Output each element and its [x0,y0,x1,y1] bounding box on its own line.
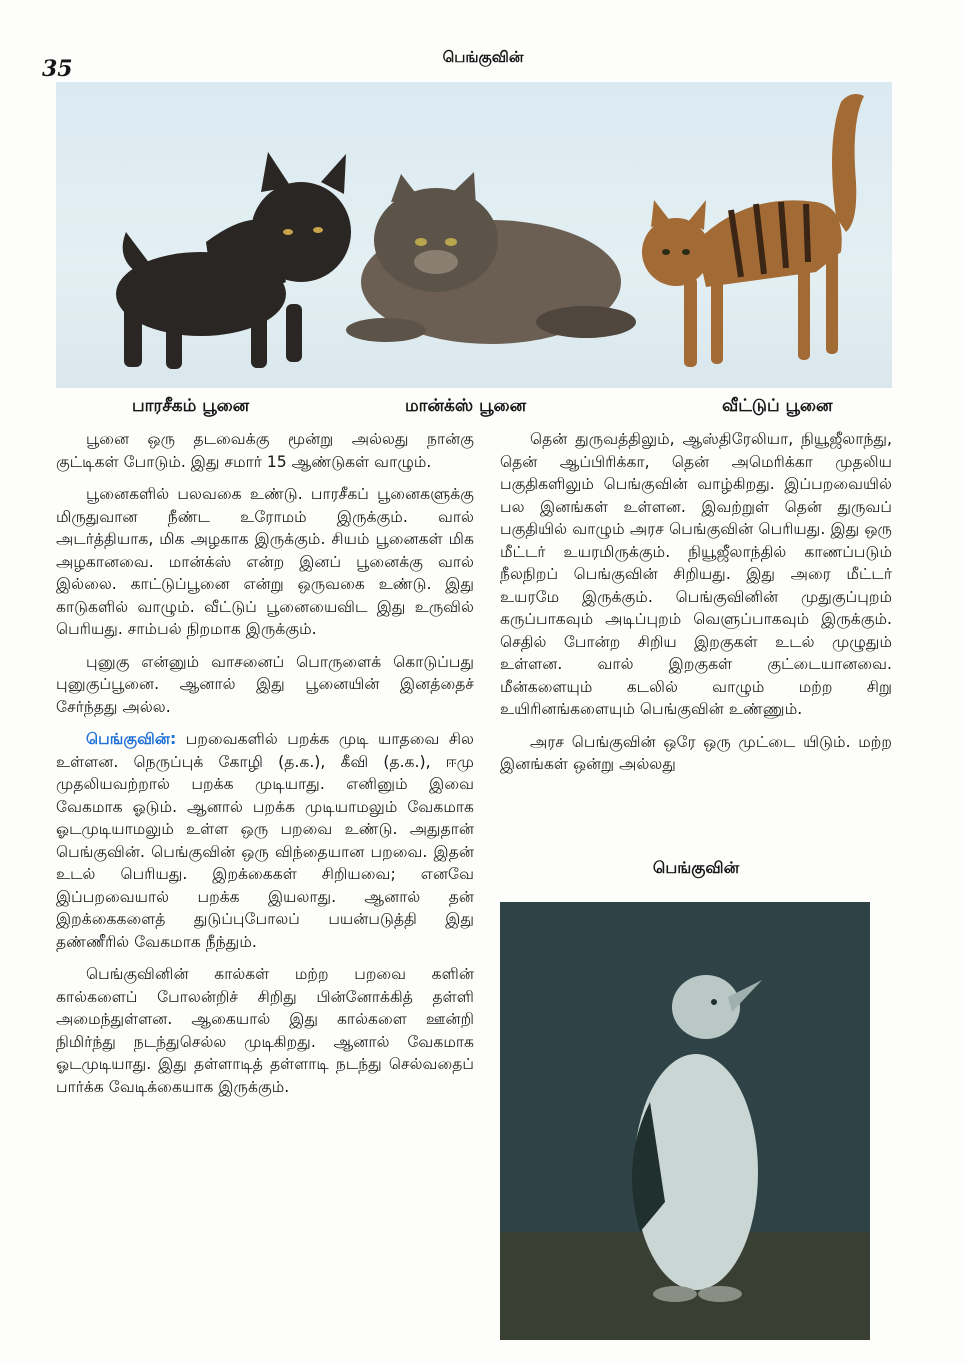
penguin-photo [500,902,870,1340]
penguin-figure-caption: பெங்குவின் [652,858,740,877]
caption-manx-cat: மான்க்ஸ் பூனை [405,396,527,416]
manx-cat-icon [116,152,351,369]
caption-persian-cat: பாரசீகம் பூனை [132,396,250,416]
page-number: 35 [42,56,73,82]
caption-house-cat: வீட்டுப் பூனை [722,396,833,416]
paragraph: பெங்குவினின் கால்கள் மற்ற பறவை களின் கால்களைப் போலன்றிச் சிறிது பின்னோக்கித் தள்ளி அமைந்துள்ளன. ஆகையால் இது கால்களை ஊன்றி நிமிர்ந்து நடந்துசெல்ல முடிகிறது. ஆனால் வேகமாக ஓடமுடியாது. இது தள்ளாடித் தள்ளாடி நடந்து செல்வதைப் பார்க்க வேடிக்கையாக இருக்கும். [56,965,474,1096]
left-column [56,428,474,1108]
paragraph-penguin-intro [56,728,474,953]
page-header [0,0,966,80]
running-title: பெங்குவின் [442,48,524,66]
right-column [500,428,892,786]
entry-term: பெங்குவின்: [86,730,177,748]
cats-illustration [56,82,892,388]
paragraph: பூனைகளில் பலவகை உண்டு. பாரசீகப் பூனைகளுக்கு மிருதுவான நீண்ட உரோமம் இருக்கும். வால் அடர்த்தியாக, மிக அழகாக இருக்கும். சியம் பூனைகள் மிக அழகானவை. மான்க்ஸ் என்ற இனப் பூனைக்கு வால் இல்லை. காட்டுப்பூனை என்று ஒருவகை உண்டு. இது காடுகளில் வாழும். வீட்டுப் பூனையைவிட இது உருவில் பெரியது. சாம்பல் நிறமாக இருக்கும். [56,485,474,638]
tabby-cat-icon [642,94,864,367]
persian-cat-icon [346,172,636,344]
paragraph: பூனை ஒரு தடவைக்கு மூன்று அல்லது நான்கு குட்டிகள் போடும். இது சமார் 15 ஆண்டுகள் வாழும். [56,430,474,471]
paragraph-text: பறவைகளில் பறக்க முடி யாதவை சில உள்ளன. நெருப்புக் கோழி (த.க.), கீவி (த.க.), ஈமு முதலியவற்றால் பறக்க முடியாது. எனினும் இவை வேகமாக ஓடும். ஆனால் பறக்க முடியாமலும் வேகமாக ஓடமுடியாமலும் உள்ள ஒரு பறவை உண்டு. அதுதான் பெங்குவின். பெங்குவின் ஒரு விந்தையான பறவை. இதன் உடல் பெரியது. இறக்கைகள் சிறியவை; எனவே இப்பறவையால் பறக்க இயலாது. ஆனால் தன் இறக்கைகளைத் துடுப்புபோலப் பயன்படுத்தி இது தண்ணீரில் வேகமாக நீந்தும். [56,730,474,951]
paragraph: புனுகு என்னும் வாசனைப் பொருளைக் கொடுப்பது புனுகுப்பூனை. ஆனால் இது பூனையின் இனத்தைச் சேர்ந்தது அல்ல. [56,652,474,716]
paragraph: அரச பெங்குவின் ஒரே ஒரு முட்டை யிடும். மற்ற இனங்கள் ஒன்று அல்லது [500,732,892,773]
paragraph: தென் துருவத்திலும், ஆஸ்திரேலியா, நியூஜீலாந்து, தென் ஆப்பிரிக்கா, தென் அமெரிக்கா முதலிய பகுதிகளிலும் பெங்குவின் வாழ்கிறது. இப்பறவையில் பல இனங்கள் உள்ளன. இவற்றுள் தென் துருவப் பகுதியில் வாழும் அரச பெங்குவின் பெரியது. இது ஒரு மீட்டர் உயரமிருக்கும். நியூஜீலாந்தில் காணப்படும் நீலநிறப் பெங்குவின் சிறியது. இது அரை மீட்டர் உயரமே இருக்கும். பெங்குவினின் முதுகுப்புறம் கருப்பாகவும் அடிப்புறம் வெளுப்பாகவும் இருக்கும். செதில் போன்ற சிறிய இறகுகள் உடல் முழுதும் உள்ளன. வால் இறகுகள் குட்டையானவை. மீன்களையும் கடலில் வாழும் மற்ற சிறு உயிரினங்களையும் பெங்குவின் உண்ணும். [500,430,892,718]
